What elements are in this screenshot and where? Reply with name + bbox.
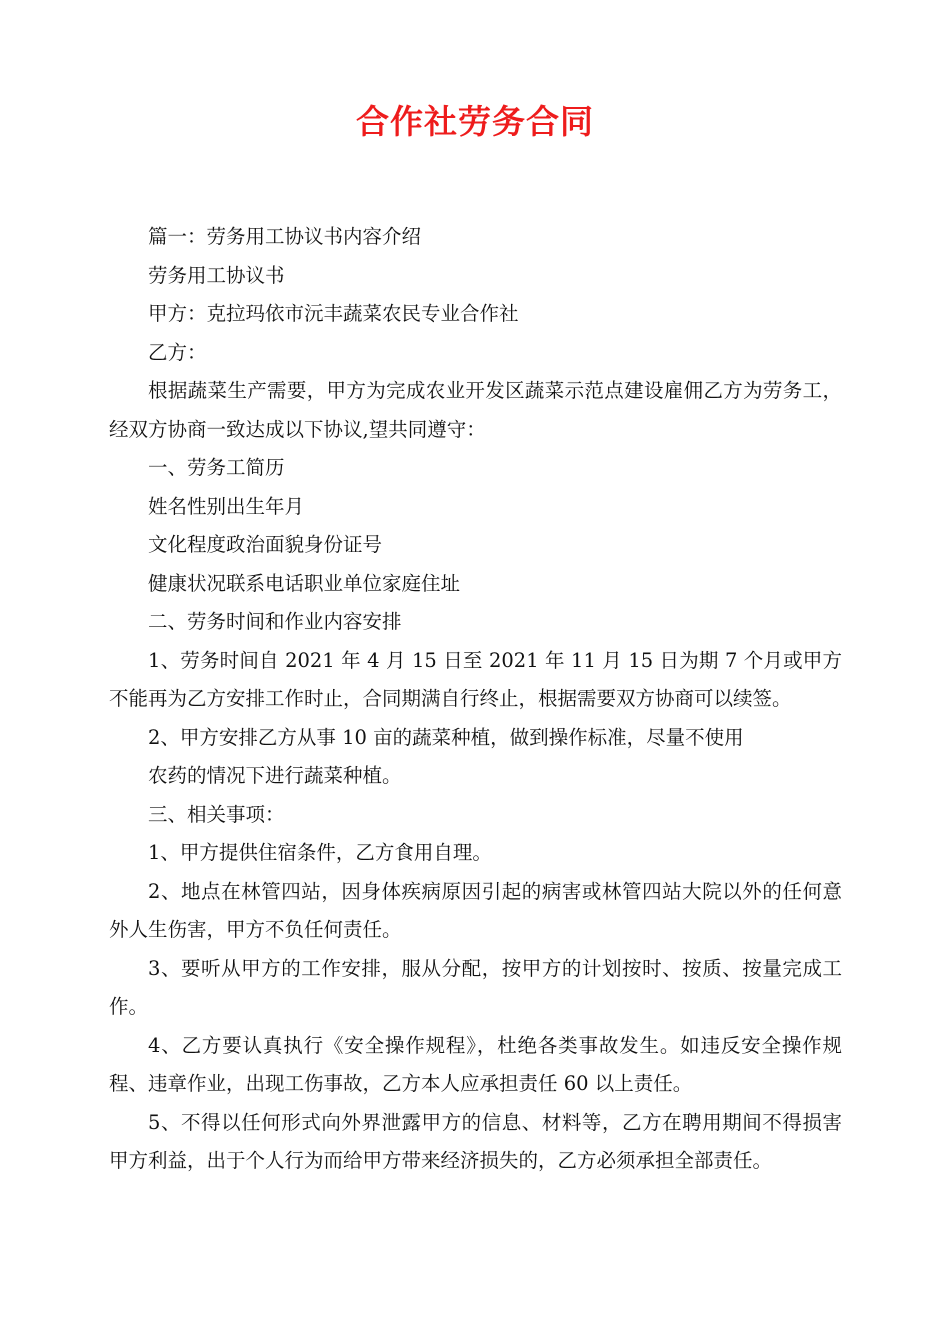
paragraph-resume-row-2: 文化程度政治面貌身份证号 — [148, 533, 383, 556]
paragraph-matter-1: 1、甲方提供住宿条件，乙方食用自理。 — [148, 841, 492, 864]
paragraph-matter-5: 5、不得以任何形式向外界泄露甲方的信息、材料等，乙方在聘用期间不得损害甲方利益，出于个人行为而给甲方带来经济损失的，乙方必须承担全部责任。 — [109, 1110, 842, 1172]
document-title: 合作社劳务合同 — [356, 102, 594, 141]
paragraph-heading-resume: 一、劳务工简历 — [148, 456, 285, 479]
paragraph-heading-matters: 三、相关事项： — [148, 802, 285, 826]
paragraph-party-a: 甲方：克拉玛依市沅丰蔬菜农民专业合作社 — [148, 302, 519, 325]
paragraph-matter-3: 3、要听从甲方的工作安排，服从分配，按甲方的计划按时、按质、按量完成工作。 — [109, 956, 842, 1018]
paragraph-resume-row-1: 姓名性别出生年月 — [148, 494, 305, 518]
paragraph-agreement-name: 劳务用工协议书 — [148, 263, 285, 287]
paragraph-party-b: 乙方： — [148, 340, 207, 364]
paragraph-schedule-2-cont: 农药的情况下进行蔬菜种植。 — [148, 764, 402, 787]
paragraph-heading-schedule: 二、劳务时间和作业内容安排 — [148, 610, 402, 633]
paragraph-resume-row-3: 健康状况联系电话职业单位家庭住址 — [148, 571, 461, 595]
paragraph-schedule-2: 2、甲方安排乙方从事 10 亩的蔬菜种植，做到操作标准，尽量不使用 — [148, 725, 744, 749]
document-body — [109, 218, 842, 1181]
paragraph-preamble: 根据蔬菜生产需要，甲方为完成农业开发区蔬菜示范点建设雇佣乙方为劳务工，经双方协商一致达成以下协议,望共同遵守： — [109, 379, 842, 441]
paragraph-matter-2: 2、地点在林管四站，因身体疾病原因引起的病害或林管四站大院以外的任何意外人生伤害，甲方不负任何责任。 — [109, 879, 842, 941]
paragraph-section-heading: 篇一：劳务用工协议书内容介绍 — [148, 225, 422, 248]
paragraph-matter-4: 4、乙方要认真执行《安全操作规程》，杜绝各类事故发生。如违反安全操作规程、违章作业，出现工伤事故，乙方本人应承担责任 60 以上责任。 — [109, 1033, 842, 1095]
paragraph-schedule-1: 1、劳务时间自 2021 年 4 月 15 日至 2021 年 11 月 15 日为期 7 个月或甲方不能再为乙方安排工作时止，合同期满自行终止，根据需要双方协商可以续签。 — [109, 648, 842, 710]
